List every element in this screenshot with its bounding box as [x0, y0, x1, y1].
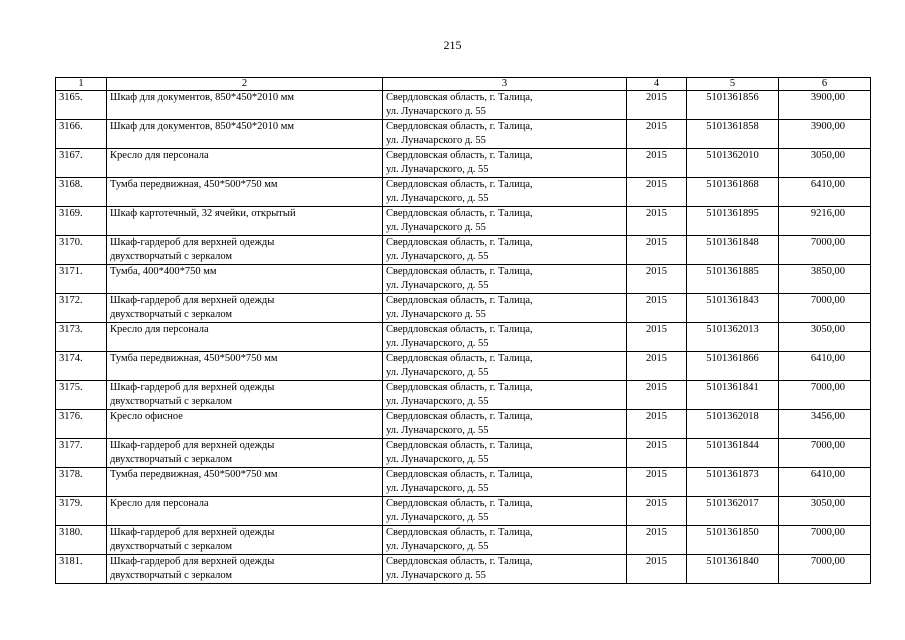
address-cell-line: Свердловская область, г. Талица, [386, 179, 533, 190]
row-number-cell [56, 555, 107, 584]
year-cell [627, 410, 687, 439]
table-row [56, 410, 871, 439]
address-cell-line: ул. Луначарского, д. 55 [386, 338, 489, 349]
item-name-cell-line: Тумба, 400*400*750 мм [110, 266, 217, 277]
item-name-cell-line: Шкаф-гардероб для верхней одежды [110, 237, 275, 248]
year-cell [627, 120, 687, 149]
inventory-number-cell [687, 497, 779, 526]
item-name-cell-line: Кресло офисное [110, 411, 183, 422]
cost-cell-line: 3900,00 [810, 92, 845, 103]
inventory-number-cell-line: 5101361868 [706, 179, 759, 190]
cost-cell [779, 294, 871, 323]
table-row [56, 555, 871, 584]
address-cell-line: ул. Луначарского д. 55 [386, 222, 486, 233]
address-cell-line: ул. Луначарского, д. 55 [386, 541, 489, 552]
cost-cell [779, 120, 871, 149]
year-cell [627, 91, 687, 120]
address-cell-line: Свердловская область, г. Талица, [386, 556, 533, 567]
cost-cell [779, 410, 871, 439]
cost-cell [779, 236, 871, 265]
cost-cell [779, 352, 871, 381]
year-cell [627, 207, 687, 236]
inventory-number-cell-line: 5101362013 [706, 324, 759, 335]
item-name-cell-line: Шкаф-гардероб для верхней одежды [110, 556, 275, 567]
address-cell-line: Свердловская область, г. Талица, [386, 266, 533, 277]
item-name-cell [107, 497, 383, 526]
inventory-number-cell-line: 5101361873 [706, 469, 759, 480]
property-table [55, 77, 871, 584]
inventory-number-cell-line: 5101361841 [706, 382, 759, 393]
address-cell [383, 497, 627, 526]
cost-cell [779, 439, 871, 468]
inventory-number-cell-line: 5101361885 [706, 266, 759, 277]
item-name-cell [107, 91, 383, 120]
address-cell-line: ул. Луначарского, д. 55 [386, 512, 489, 523]
inventory-number-cell-line: 5101361843 [706, 295, 759, 306]
address-cell [383, 555, 627, 584]
year-cell [627, 294, 687, 323]
address-cell [383, 439, 627, 468]
inventory-number-cell-line: 5101361840 [706, 556, 759, 567]
item-name-cell-line: двухстворчатый с зеркалом [110, 309, 233, 320]
address-cell-line: ул. Луначарского, д. 55 [386, 280, 489, 291]
item-name-cell [107, 178, 383, 207]
year-cell [627, 468, 687, 497]
item-name-cell-line: двухстворчатый с зеркалом [110, 251, 233, 262]
item-name-cell-line: Тумба передвижная, 450*500*750 мм [110, 179, 278, 190]
row-number-cell-line: 3176. [59, 411, 83, 422]
cost-cell-line: 3456,00 [810, 411, 845, 422]
address-cell-line: ул. Луначарского, д. 55 [386, 367, 489, 378]
column-header: 4 [627, 78, 687, 91]
inventory-number-cell [687, 468, 779, 497]
row-number-cell [56, 410, 107, 439]
row-number-cell [56, 120, 107, 149]
row-number-cell-line: 3174. [59, 353, 83, 364]
column-header: 5 [687, 78, 779, 91]
address-cell-line: Свердловская область, г. Талица, [386, 382, 533, 393]
table-row [56, 439, 871, 468]
cost-cell [779, 497, 871, 526]
row-number-cell [56, 294, 107, 323]
table-row [56, 178, 871, 207]
inventory-number-cell [687, 410, 779, 439]
cost-cell-line: 7000,00 [810, 295, 845, 306]
item-name-cell [107, 236, 383, 265]
address-cell [383, 178, 627, 207]
inventory-number-cell [687, 439, 779, 468]
address-cell-line: ул. Луначарского д. 55 [386, 570, 486, 581]
year-cell [627, 555, 687, 584]
address-cell-line: ул. Луначарского, д. 55 [386, 251, 489, 262]
item-name-cell-line: Шкаф для документов, 850*450*2010 мм [110, 121, 295, 132]
inventory-number-cell [687, 91, 779, 120]
year-cell [627, 323, 687, 352]
year-cell [627, 265, 687, 294]
row-number-cell-line: 3179. [59, 498, 83, 509]
cost-cell-line: 7000,00 [810, 556, 845, 567]
row-number-cell-line: 3167. [59, 150, 83, 161]
year-cell-line: 2015 [646, 556, 667, 567]
address-cell-line: Свердловская область, г. Талица, [386, 527, 533, 538]
cost-cell [779, 207, 871, 236]
address-cell [383, 526, 627, 555]
item-name-cell-line: Кресло для персонала [110, 150, 209, 161]
row-number-cell-line: 3169. [59, 208, 83, 219]
cost-cell-line: 7000,00 [810, 440, 845, 451]
year-cell-line: 2015 [646, 295, 667, 306]
item-name-cell-line: двухстворчатый с зеркалом [110, 570, 233, 581]
inventory-number-cell [687, 381, 779, 410]
table-row [56, 120, 871, 149]
cost-cell-line: 3850,00 [810, 266, 845, 277]
item-name-cell-line: Кресло для персонала [110, 324, 209, 335]
table-row [56, 91, 871, 120]
address-cell-line: Свердловская область, г. Талица, [386, 150, 533, 161]
item-name-cell [107, 410, 383, 439]
row-number-cell [56, 178, 107, 207]
address-cell-line: ул. Луначарского, д. 55 [386, 193, 489, 204]
year-cell-line: 2015 [646, 353, 667, 364]
year-cell-line: 2015 [646, 469, 667, 480]
row-number-cell [56, 265, 107, 294]
year-cell-line: 2015 [646, 266, 667, 277]
address-cell-line: ул. Луначарского, д. 55 [386, 164, 489, 175]
cost-cell-line: 6410,00 [810, 353, 845, 364]
row-number-cell [56, 439, 107, 468]
table-row [56, 294, 871, 323]
cost-cell [779, 381, 871, 410]
address-cell [383, 265, 627, 294]
item-name-cell-line: Тумба передвижная, 450*500*750 мм [110, 469, 278, 480]
row-number-cell-line: 3175. [59, 382, 83, 393]
row-number-cell [56, 207, 107, 236]
item-name-cell-line: Шкаф для документов, 850*450*2010 мм [110, 92, 295, 103]
item-name-cell-line: Шкаф-гардероб для верхней одежды [110, 440, 275, 451]
year-cell [627, 381, 687, 410]
inventory-number-cell-line: 5101361895 [706, 208, 759, 219]
cost-cell-line: 7000,00 [810, 382, 845, 393]
address-cell-line: Свердловская область, г. Талица, [386, 411, 533, 422]
item-name-cell-line: двухстворчатый с зеркалом [110, 454, 233, 465]
inventory-number-cell-line: 5101361848 [706, 237, 759, 248]
inventory-number-cell [687, 526, 779, 555]
item-name-cell [107, 381, 383, 410]
row-number-cell [56, 497, 107, 526]
address-cell-line: ул. Луначарского, д. 55 [386, 454, 489, 465]
address-cell-line: ул. Луначарского д. 55 [386, 309, 486, 320]
address-cell-line: Свердловская область, г. Талица, [386, 498, 533, 509]
row-number-cell-line: 3180. [59, 527, 83, 538]
row-number-cell-line: 3165. [59, 92, 83, 103]
row-number-cell [56, 91, 107, 120]
cost-cell [779, 178, 871, 207]
item-name-cell [107, 120, 383, 149]
address-cell-line: ул. Луначарского, д. 55 [386, 396, 489, 407]
year-cell [627, 236, 687, 265]
address-cell-line: Свердловская область, г. Талица, [386, 92, 533, 103]
inventory-number-cell-line: 5101361850 [706, 527, 759, 538]
item-name-cell [107, 555, 383, 584]
address-cell-line: ул. Луначарского, д. 55 [386, 483, 489, 494]
year-cell [627, 149, 687, 178]
year-cell-line: 2015 [646, 179, 667, 190]
inventory-number-cell [687, 120, 779, 149]
cost-cell-line: 3050,00 [810, 150, 845, 161]
row-number-cell-line: 3173. [59, 324, 83, 335]
cost-cell [779, 323, 871, 352]
cost-cell-line: 9216,00 [810, 208, 845, 219]
year-cell-line: 2015 [646, 498, 667, 509]
cost-cell-line: 3050,00 [810, 324, 845, 335]
row-number-cell [56, 323, 107, 352]
item-name-cell [107, 323, 383, 352]
address-cell-line: ул. Луначарского, д. 55 [386, 425, 489, 436]
item-name-cell [107, 439, 383, 468]
address-cell [383, 236, 627, 265]
address-cell [383, 294, 627, 323]
item-name-cell [107, 352, 383, 381]
item-name-cell [107, 149, 383, 178]
row-number-cell [56, 526, 107, 555]
item-name-cell [107, 207, 383, 236]
inventory-number-cell [687, 265, 779, 294]
table-row [56, 265, 871, 294]
row-number-cell [56, 468, 107, 497]
inventory-number-cell [687, 555, 779, 584]
cost-cell [779, 468, 871, 497]
year-cell-line: 2015 [646, 324, 667, 335]
inventory-number-cell-line: 5101362018 [706, 411, 759, 422]
item-name-cell-line: Шкаф-гардероб для верхней одежды [110, 527, 275, 538]
table-row [56, 236, 871, 265]
inventory-number-cell-line: 5101362017 [706, 498, 759, 509]
cost-cell-line: 7000,00 [810, 527, 845, 538]
row-number-cell-line: 3178. [59, 469, 83, 480]
year-cell-line: 2015 [646, 121, 667, 132]
year-cell [627, 352, 687, 381]
address-cell-line: Свердловская область, г. Талица, [386, 121, 533, 132]
year-cell-line: 2015 [646, 527, 667, 538]
address-cell [383, 410, 627, 439]
inventory-number-cell [687, 178, 779, 207]
year-cell-line: 2015 [646, 411, 667, 422]
cost-cell-line: 7000,00 [810, 237, 845, 248]
address-cell-line: Свердловская область, г. Талица, [386, 440, 533, 451]
cost-cell-line: 3900,00 [810, 121, 845, 132]
inventory-number-cell [687, 323, 779, 352]
address-cell-line: Свердловская область, г. Талица, [386, 324, 533, 335]
cost-cell [779, 149, 871, 178]
cost-cell [779, 555, 871, 584]
address-cell [383, 381, 627, 410]
address-cell [383, 352, 627, 381]
table-row [56, 352, 871, 381]
row-number-cell [56, 149, 107, 178]
row-number-cell-line: 3170. [59, 237, 83, 248]
column-header: 6 [779, 78, 871, 91]
item-name-cell-line: Шкаф картотечный, 32 ячейки, открытый [110, 208, 296, 219]
address-cell [383, 120, 627, 149]
address-cell-line: ул. Луначарского д. 55 [386, 135, 486, 146]
inventory-number-cell-line: 5101361856 [706, 92, 759, 103]
item-name-cell [107, 468, 383, 497]
year-cell [627, 526, 687, 555]
address-cell [383, 149, 627, 178]
inventory-number-cell [687, 207, 779, 236]
table-row [56, 526, 871, 555]
address-cell-line: ул. Луначарского д. 55 [386, 106, 486, 117]
row-number-cell [56, 381, 107, 410]
item-name-cell-line: двухстворчатый с зеркалом [110, 541, 233, 552]
column-header: 1 [56, 78, 107, 91]
item-name-cell [107, 526, 383, 555]
inventory-number-cell-line: 5101361844 [706, 440, 759, 451]
item-name-cell [107, 294, 383, 323]
year-cell [627, 178, 687, 207]
year-cell-line: 2015 [646, 92, 667, 103]
item-name-cell-line: Шкаф-гардероб для верхней одежды [110, 382, 275, 393]
year-cell [627, 497, 687, 526]
address-cell-line: Свердловская область, г. Талица, [386, 237, 533, 248]
address-cell-line: Свердловская область, г. Талица, [386, 353, 533, 364]
row-number-cell [56, 352, 107, 381]
row-number-cell [56, 236, 107, 265]
table-row [56, 207, 871, 236]
address-cell [383, 468, 627, 497]
cost-cell [779, 265, 871, 294]
column-header: 2 [107, 78, 383, 91]
inventory-number-cell-line: 5101361866 [706, 353, 759, 364]
inventory-number-cell-line: 5101361858 [706, 121, 759, 132]
item-name-cell-line: двухстворчатый с зеркалом [110, 396, 233, 407]
item-name-cell-line: Шкаф-гардероб для верхней одежды [110, 295, 275, 306]
year-cell-line: 2015 [646, 440, 667, 451]
row-number-cell-line: 3166. [59, 121, 83, 132]
column-header: 3 [383, 78, 627, 91]
row-number-cell-line: 3181. [59, 556, 83, 567]
inventory-number-cell-line: 5101362010 [706, 150, 759, 161]
item-name-cell [107, 265, 383, 294]
row-number-cell-line: 3171. [59, 266, 83, 277]
row-number-cell-line: 3168. [59, 179, 83, 190]
year-cell-line: 2015 [646, 208, 667, 219]
item-name-cell-line: Кресло для персонала [110, 498, 209, 509]
address-cell-line: Свердловская область, г. Талица, [386, 469, 533, 480]
address-cell-line: Свердловская область, г. Талица, [386, 208, 533, 219]
table-header-row [56, 78, 871, 91]
table-row [56, 468, 871, 497]
cost-cell-line: 3050,00 [810, 498, 845, 509]
item-name-cell-line: Тумба передвижная, 450*500*750 мм [110, 353, 278, 364]
cost-cell-line: 6410,00 [810, 179, 845, 190]
address-cell [383, 207, 627, 236]
address-cell [383, 323, 627, 352]
year-cell [627, 439, 687, 468]
year-cell-line: 2015 [646, 382, 667, 393]
inventory-number-cell [687, 352, 779, 381]
inventory-number-cell [687, 294, 779, 323]
table-row [56, 323, 871, 352]
inventory-number-cell [687, 236, 779, 265]
address-cell [383, 91, 627, 120]
inventory-number-cell [687, 149, 779, 178]
row-number-cell-line: 3172. [59, 295, 83, 306]
table-row [56, 381, 871, 410]
cost-cell [779, 526, 871, 555]
year-cell-line: 2015 [646, 237, 667, 248]
table-row [56, 497, 871, 526]
cost-cell [779, 91, 871, 120]
row-number-cell-line: 3177. [59, 440, 83, 451]
table-row [56, 149, 871, 178]
cost-cell-line: 6410,00 [810, 469, 845, 480]
year-cell-line: 2015 [646, 150, 667, 161]
address-cell-line: Свердловская область, г. Талица, [386, 295, 533, 306]
page-number: 215 [443, 38, 462, 52]
